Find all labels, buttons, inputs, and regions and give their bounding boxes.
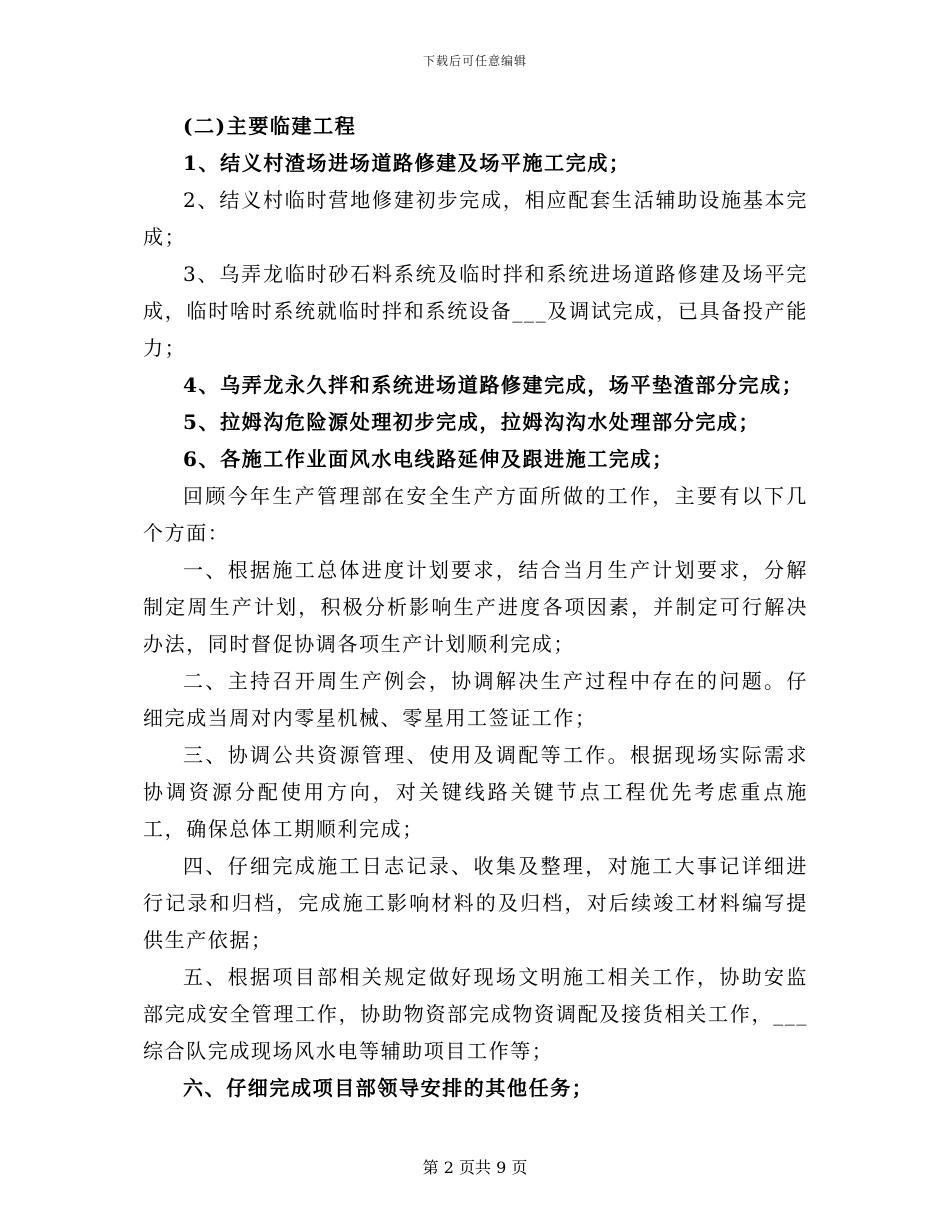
list-item: 1、结义村渣场进场道路修建及场平施工完成； — [183, 151, 631, 175]
page-header: 下载后可任意编辑 — [422, 54, 527, 68]
list-item: 五、根据项目部相关规定做好现场文明施工相关工作，协助安监部完成安全管理工作，协助物资部完成物资调配及接货相关工作，___综合队完成现场风水电等辅助项目工作等； — [143, 965, 808, 1063]
list-item: 3、乌弄龙临时砂石料系统及临时拌和系统进场道路修建及场平完成，临时啥时系统就临时拌和系统设备___及调试完成，已具备投产能力； — [143, 262, 808, 360]
list-item: 一、根据施工总体进度计划要求，结合当月生产计划要求，分解制定周生产计划，积极分析影响生产进度各项因素，并制定可行解决办法，同时督促协调各项生产计划顺利完成； — [143, 558, 808, 656]
body-paragraph: 回顾今年生产管理部在安全生产方面所做的工作，主要有以下几个方面： — [143, 484, 808, 545]
list-item: 4、乌弄龙永久拌和系统进场道路修建完成，场平垫渣部分完成； — [183, 373, 804, 397]
list-item: 四、仔细完成施工日志记录、收集及整理，对施工大事记详细进行记录和归档，完成施工影响材料的及归档，对后续竣工材料编写提供生产依据； — [143, 854, 808, 952]
list-item: 6、各施工作业面风水电线路延伸及跟进施工完成； — [183, 447, 674, 471]
list-item: 三、协调公共资源管理、使用及调配等工作。根据现场实际需求协调资源分配使用方向，对关键线路关键节点工程优先考虑重点施工，确保总体工期顺利完成； — [143, 743, 808, 841]
list-item: 5、拉姆沟危险源处理初步完成，拉姆沟沟水处理部分完成； — [183, 410, 761, 434]
list-item: 六、仔细完成项目部领导安排的其他任务； — [183, 1076, 594, 1100]
document-body — [143, 108, 808, 1107]
list-item: 二、主持召开周生产例会，协调解决生产过程中存在的问题。仔细完成当周对内零星机械、零星用工签证工作； — [143, 669, 808, 730]
page-number: 第 2 页共 9 页 — [422, 1158, 528, 1177]
section-heading: (二)主要临建工程 — [183, 114, 357, 138]
list-item: 2、结义村临时营地修建初步完成，相应配套生活辅助设施基本完成； — [143, 188, 808, 249]
